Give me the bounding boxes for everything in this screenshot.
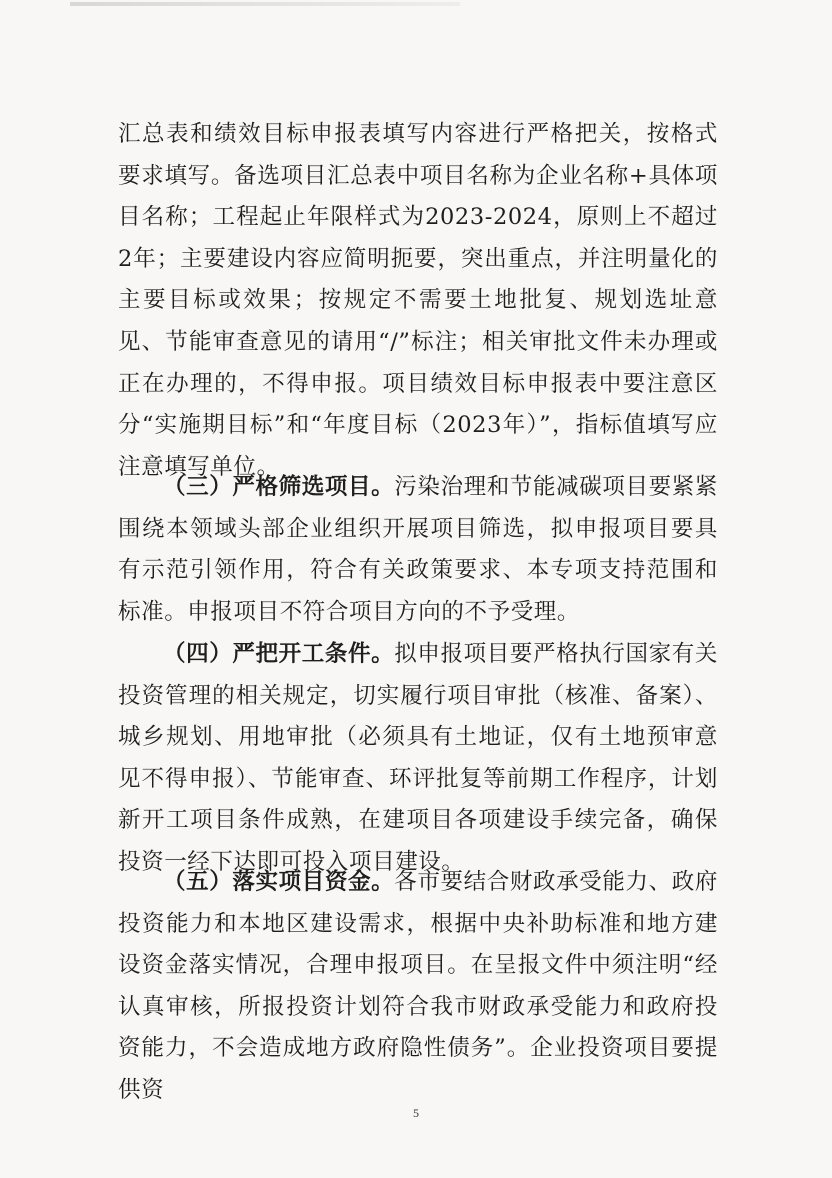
paragraph-text: 汇总表和绩效目标申报表填写内容进行严格把关，按格式要求填写。备选项目汇总表中项目名称为企业名称+具体项目名称；工程起止年限样式为2023-2024，原则上不超过2年；主要建设内容应简明扼要，突出重点，并注明量化的主要目标或效果；按规定不需要土地批复、规划选址意见、节能审查意见的请用“/”标注；相关审批文件未办理或正在办理的，不得申报。项目绩效目标申报表中要注意区分“实施期目标”和“年度目标（2023年）”，指标值填写应注意填写单位。 [118,121,718,480]
paragraph-body-continuation [118,114,718,488]
paragraph-heading: （五）落实项目资金。 [163,869,395,895]
scan-artifact [70,2,460,6]
paragraph-text: 各市要结合财政承受能力、政府投资能力和本地区建设需求，根据中央补助标准和地方建设资金落实情况，合理申报项目。在呈报文件中须注明“经认真审核，所报投资计划符合我市财政承受能力和政府投资能力，不会造成地方政府隐性债务”。企业投资项目要提供资 [118,869,718,1103]
paragraph-heading: （四）严把开工条件。 [163,641,395,667]
page-number: 5 [413,1106,419,1120]
paragraph-text: 拟申报项目要严格执行国家有关投资管理的相关规定，切实履行项目审批（核准、备案）、城乡规划、用地审批（必须具有土地证，仅有土地预审意见不得申报）、节能审查、环评批复等前期工作程序，计划新开工项目条件成熟，在建项目各项建设手续完备，确保投资一经下达即可投入项目建设。 [118,641,718,875]
paragraph-start-conditions [118,634,718,884]
paragraph-strict-screening [118,467,718,633]
paragraph-heading: （三）严格筛选项目。 [163,474,395,500]
paragraph-text: 污染治理和节能减碳项目要紧紧围绕本领域头部企业组织开展项目筛选，拟申报项目要具有示范引领作用，符合有关政策要求、本专项支持范围和标准。申报项目不符合项目方向的不予受理。 [118,474,718,625]
paragraph-project-funds [118,862,718,1112]
